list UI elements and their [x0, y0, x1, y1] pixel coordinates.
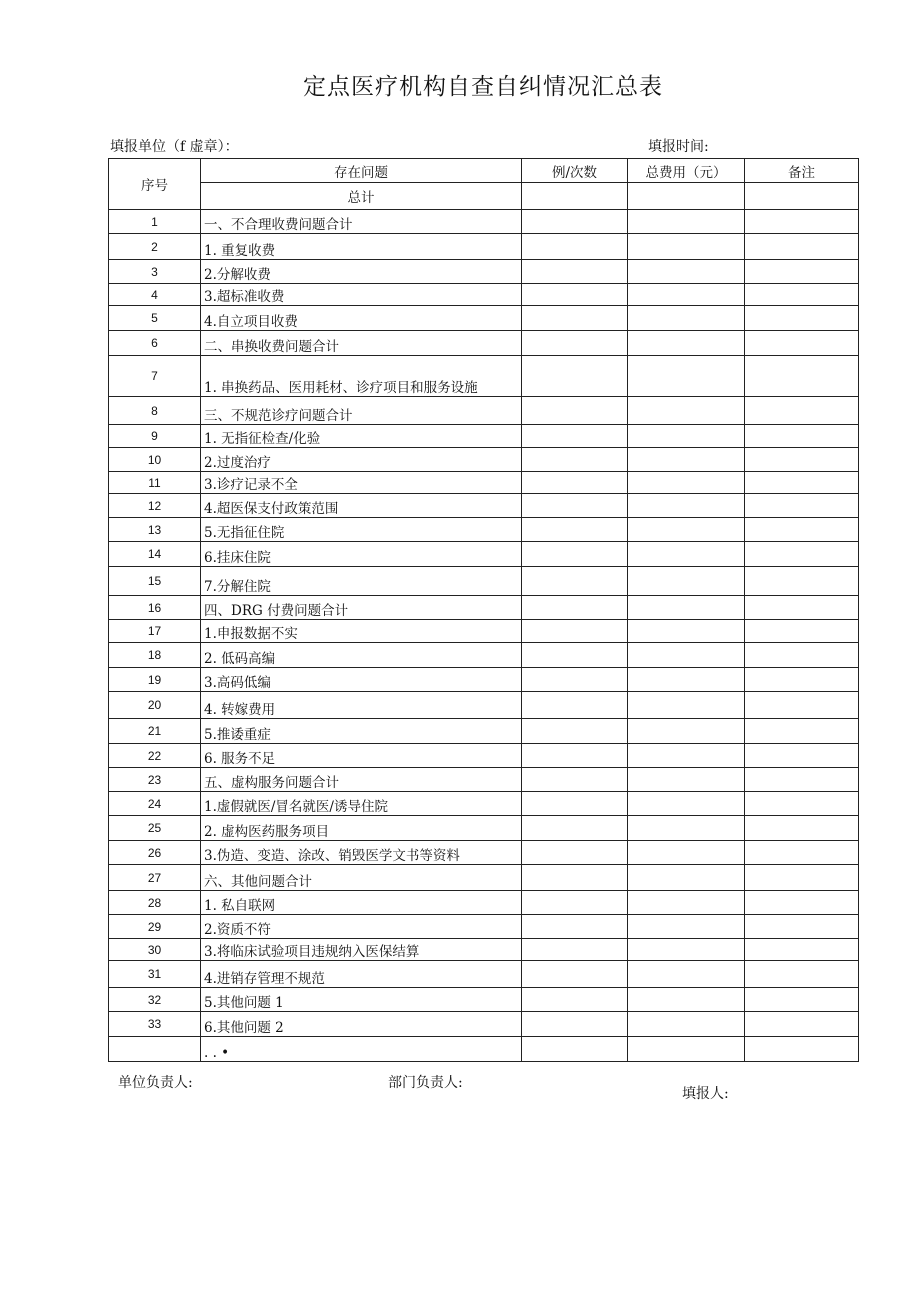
row-cost-cell[interactable] [628, 356, 745, 397]
row-issue: 四、DRG 付费问题合计 [201, 596, 522, 620]
row-remarks-cell[interactable] [745, 234, 859, 260]
header-remarks: 备注 [745, 159, 859, 183]
row-remarks-cell[interactable] [745, 306, 859, 331]
row-cost-cell[interactable] [628, 284, 745, 306]
row-issue: . . • [201, 1037, 522, 1062]
table-row [109, 668, 859, 692]
row-cost-cell[interactable] [628, 891, 745, 915]
row-number: 3 [109, 260, 201, 284]
row-number: 14 [109, 542, 201, 567]
row-cases-cell[interactable] [522, 472, 628, 494]
row-remarks-cell[interactable] [745, 719, 859, 744]
row-cost-cell[interactable] [628, 331, 745, 356]
row-number: 18 [109, 643, 201, 668]
row-cases-cell[interactable] [522, 494, 628, 518]
row-issue: 3.诊疗记录不全 [201, 472, 522, 494]
table-row [109, 719, 859, 744]
row-cases-cell[interactable] [522, 816, 628, 841]
row-remarks-cell[interactable] [745, 816, 859, 841]
row-number: 19 [109, 668, 201, 692]
table-row [109, 397, 859, 425]
table-row [109, 518, 859, 542]
row-cases-cell[interactable] [522, 596, 628, 620]
row-cases-cell[interactable] [522, 234, 628, 260]
row-remarks-cell[interactable] [745, 891, 859, 915]
row-issue: 7.分解住院 [201, 567, 522, 596]
row-cost-cell[interactable] [628, 620, 745, 643]
row-number: 24 [109, 792, 201, 816]
row-number: 26 [109, 841, 201, 865]
row-number: 21 [109, 719, 201, 744]
row-number: 9 [109, 425, 201, 448]
row-remarks-cell[interactable] [745, 692, 859, 719]
row-remarks-cell[interactable] [745, 668, 859, 692]
header-issue: 存在问题 [201, 159, 522, 183]
row-number: 12 [109, 494, 201, 518]
row-number: 4 [109, 284, 201, 306]
total-row [109, 183, 859, 210]
row-number: 29 [109, 915, 201, 939]
header-row [109, 159, 859, 183]
row-number: 2 [109, 234, 201, 260]
row-cost-cell[interactable] [628, 425, 745, 448]
table-row [109, 939, 859, 961]
row-cost-cell[interactable] [628, 306, 745, 331]
row-cost-cell[interactable] [628, 567, 745, 596]
row-cost-cell[interactable] [628, 234, 745, 260]
row-remarks-cell[interactable] [745, 518, 859, 542]
row-cases-cell[interactable] [522, 692, 628, 719]
row-number: 25 [109, 816, 201, 841]
row-cases-cell[interactable] [522, 331, 628, 356]
row-issue: 3.超标准收费 [201, 284, 522, 306]
row-number: 15 [109, 567, 201, 596]
table-row [109, 768, 859, 792]
row-issue: 六、其他问题合计 [201, 865, 522, 891]
row-cost-cell[interactable] [628, 915, 745, 939]
row-issue: 5.其他问题 1 [201, 988, 522, 1012]
table-row [109, 961, 859, 988]
row-cost-cell[interactable] [628, 988, 745, 1012]
row-cost-cell[interactable] [628, 792, 745, 816]
row-cases-cell[interactable] [522, 841, 628, 865]
row-issue: 二、串换收费问题合计 [201, 331, 522, 356]
table-row [109, 643, 859, 668]
row-number: 1 [109, 210, 201, 234]
table-row [109, 692, 859, 719]
row-cost-cell[interactable] [628, 448, 745, 472]
row-cost-cell[interactable] [628, 210, 745, 234]
row-remarks-cell[interactable] [745, 210, 859, 234]
reporting-unit-label: 填报单位（f 虚章）： [110, 139, 239, 155]
unit-head-label: 单位负责人: [118, 1075, 193, 1091]
row-remarks-cell[interactable] [745, 961, 859, 988]
row-remarks-cell[interactable] [745, 542, 859, 567]
table-row [109, 210, 859, 234]
row-cost-cell[interactable] [628, 643, 745, 668]
row-cases-cell[interactable] [522, 397, 628, 425]
row-remarks-cell[interactable] [745, 744, 859, 768]
row-issue: 6. 服务不足 [201, 744, 522, 768]
row-cases-cell[interactable] [522, 448, 628, 472]
row-number: 22 [109, 744, 201, 768]
table-row [109, 331, 859, 356]
row-issue: 1.虚假就医/冒名就医/诱导住院 [201, 792, 522, 816]
header-total-cost: 总费用（元） [628, 159, 745, 183]
row-remarks-cell[interactable] [745, 1037, 859, 1062]
table-row [109, 915, 859, 939]
row-issue: 3.将临床试验项目违规纳入医保结算 [201, 939, 522, 961]
total-remarks-cell[interactable] [745, 183, 859, 210]
table-row [109, 494, 859, 518]
row-cases-cell[interactable] [522, 988, 628, 1012]
row-issue: 2. 低码高编 [201, 643, 522, 668]
row-issue: 3.高码低编 [201, 668, 522, 692]
row-cost-cell[interactable] [628, 542, 745, 567]
row-cost-cell[interactable] [628, 744, 745, 768]
table-row [109, 567, 859, 596]
row-issue: 一、不合理收费问题合计 [201, 210, 522, 234]
row-cases-cell[interactable] [522, 542, 628, 567]
table-row [109, 234, 859, 260]
row-cases-cell[interactable] [522, 425, 628, 448]
total-label: 总计 [201, 183, 522, 210]
row-issue: 4.进销存管理不规范 [201, 961, 522, 988]
page-title: 定点医疗机构自查自纠情况汇总表 [303, 74, 663, 100]
row-issue: 1.申报数据不实 [201, 620, 522, 643]
row-issue: 三、不规范诊疗问题合计 [201, 397, 522, 425]
header-seq: 序号 [109, 159, 201, 210]
row-issue: 4.超医保支付政策范围 [201, 494, 522, 518]
row-issue: 五、虚构服务问题合计 [201, 768, 522, 792]
row-remarks-cell[interactable] [745, 643, 859, 668]
filler-label: 填报人: [682, 1086, 729, 1102]
table-row [109, 865, 859, 891]
row-cases-cell[interactable] [522, 567, 628, 596]
table-row [109, 542, 859, 567]
row-remarks-cell[interactable] [745, 472, 859, 494]
header-cases: 例/次数 [522, 159, 628, 183]
row-number: 7 [109, 356, 201, 397]
row-remarks-cell[interactable] [745, 567, 859, 596]
row-number [109, 1037, 201, 1062]
row-number: 20 [109, 692, 201, 719]
table-row [109, 472, 859, 494]
table-row [109, 988, 859, 1012]
row-number: 11 [109, 472, 201, 494]
row-number: 30 [109, 939, 201, 961]
row-number: 32 [109, 988, 201, 1012]
row-remarks-cell[interactable] [745, 494, 859, 518]
row-number: 6 [109, 331, 201, 356]
row-number: 17 [109, 620, 201, 643]
row-remarks-cell[interactable] [745, 331, 859, 356]
row-issue: 2.资质不符 [201, 915, 522, 939]
dept-head-label: 部门负责人: [388, 1075, 463, 1091]
row-number: 13 [109, 518, 201, 542]
summary-table-body [109, 159, 859, 1062]
row-cases-cell[interactable] [522, 744, 628, 768]
row-remarks-cell[interactable] [745, 865, 859, 891]
row-remarks-cell[interactable] [745, 356, 859, 397]
row-cost-cell[interactable] [628, 1012, 745, 1037]
row-remarks-cell[interactable] [745, 284, 859, 306]
row-cost-cell[interactable] [628, 472, 745, 494]
row-number: 31 [109, 961, 201, 988]
row-cost-cell[interactable] [628, 816, 745, 841]
row-number: 33 [109, 1012, 201, 1037]
row-cost-cell[interactable] [628, 719, 745, 744]
table-row [109, 425, 859, 448]
table-row [109, 284, 859, 306]
row-cost-cell[interactable] [628, 1037, 745, 1062]
row-cost-cell[interactable] [628, 260, 745, 284]
table-row [109, 816, 859, 841]
row-number: 5 [109, 306, 201, 331]
table-row [109, 1037, 859, 1062]
row-cases-cell[interactable] [522, 518, 628, 542]
table-row [109, 1012, 859, 1037]
row-cases-cell[interactable] [522, 620, 628, 643]
row-cases-cell[interactable] [522, 915, 628, 939]
row-issue: 5.无指征住院 [201, 518, 522, 542]
row-cases-cell[interactable] [522, 260, 628, 284]
row-number: 8 [109, 397, 201, 425]
row-number: 27 [109, 865, 201, 891]
row-remarks-cell[interactable] [745, 260, 859, 284]
row-issue: 1. 串换药品、医用耗材、诊疗项目和服务设施 [201, 356, 522, 397]
row-remarks-cell[interactable] [745, 596, 859, 620]
reporting-time-label: 填报时间: [648, 139, 709, 155]
row-cases-cell[interactable] [522, 891, 628, 915]
row-cost-cell[interactable] [628, 865, 745, 891]
row-cost-cell[interactable] [628, 494, 745, 518]
row-remarks-cell[interactable] [745, 425, 859, 448]
row-cost-cell[interactable] [628, 768, 745, 792]
total-cases-cell[interactable] [522, 183, 628, 210]
summary-table [108, 158, 859, 1062]
row-issue: 2.过度治疗 [201, 448, 522, 472]
row-cases-cell[interactable] [522, 356, 628, 397]
table-row [109, 744, 859, 768]
row-cases-cell[interactable] [522, 865, 628, 891]
row-number: 23 [109, 768, 201, 792]
table-row [109, 891, 859, 915]
row-cost-cell[interactable] [628, 518, 745, 542]
row-issue: 4. 转嫁费用 [201, 692, 522, 719]
row-cost-cell[interactable] [628, 668, 745, 692]
row-remarks-cell[interactable] [745, 841, 859, 865]
row-issue: 4.自立项目收费 [201, 306, 522, 331]
row-cases-cell[interactable] [522, 768, 628, 792]
row-cost-cell[interactable] [628, 692, 745, 719]
row-issue: 6.其他问题 2 [201, 1012, 522, 1037]
row-cases-cell[interactable] [522, 1012, 628, 1037]
row-cases-cell[interactable] [522, 284, 628, 306]
row-cases-cell[interactable] [522, 1037, 628, 1062]
row-remarks-cell[interactable] [745, 620, 859, 643]
row-issue: 1. 无指征检查/化验 [201, 425, 522, 448]
row-cases-cell[interactable] [522, 643, 628, 668]
row-cost-cell[interactable] [628, 397, 745, 425]
table-row [109, 841, 859, 865]
total-cost-cell[interactable] [628, 183, 745, 210]
table-row [109, 792, 859, 816]
table-row [109, 260, 859, 284]
row-cases-cell[interactable] [522, 668, 628, 692]
row-number: 10 [109, 448, 201, 472]
row-cost-cell[interactable] [628, 939, 745, 961]
row-number: 28 [109, 891, 201, 915]
row-remarks-cell[interactable] [745, 988, 859, 1012]
row-remarks-cell[interactable] [745, 397, 859, 425]
row-cases-cell[interactable] [522, 210, 628, 234]
row-issue: 2.分解收费 [201, 260, 522, 284]
table-row [109, 596, 859, 620]
row-remarks-cell[interactable] [745, 915, 859, 939]
table-row [109, 620, 859, 643]
row-issue: 1. 私自联网 [201, 891, 522, 915]
table-row [109, 306, 859, 331]
row-cases-cell[interactable] [522, 939, 628, 961]
row-issue: 3.伪造、变造、涂改、销毁医学文书等资料 [201, 841, 522, 865]
row-number: 16 [109, 596, 201, 620]
row-cost-cell[interactable] [628, 961, 745, 988]
row-cases-cell[interactable] [522, 792, 628, 816]
table-row [109, 448, 859, 472]
row-cost-cell[interactable] [628, 841, 745, 865]
row-cost-cell[interactable] [628, 596, 745, 620]
row-remarks-cell[interactable] [745, 768, 859, 792]
row-issue: 2. 虚构医药服务项目 [201, 816, 522, 841]
table-row [109, 356, 859, 397]
row-cases-cell[interactable] [522, 719, 628, 744]
row-issue: 1. 重复收费 [201, 234, 522, 260]
row-remarks-cell[interactable] [745, 792, 859, 816]
row-issue: 6.挂床住院 [201, 542, 522, 567]
row-issue: 5.推诿重症 [201, 719, 522, 744]
row-remarks-cell[interactable] [745, 448, 859, 472]
row-remarks-cell[interactable] [745, 939, 859, 961]
row-remarks-cell[interactable] [745, 1012, 859, 1037]
row-cases-cell[interactable] [522, 306, 628, 331]
row-cases-cell[interactable] [522, 961, 628, 988]
